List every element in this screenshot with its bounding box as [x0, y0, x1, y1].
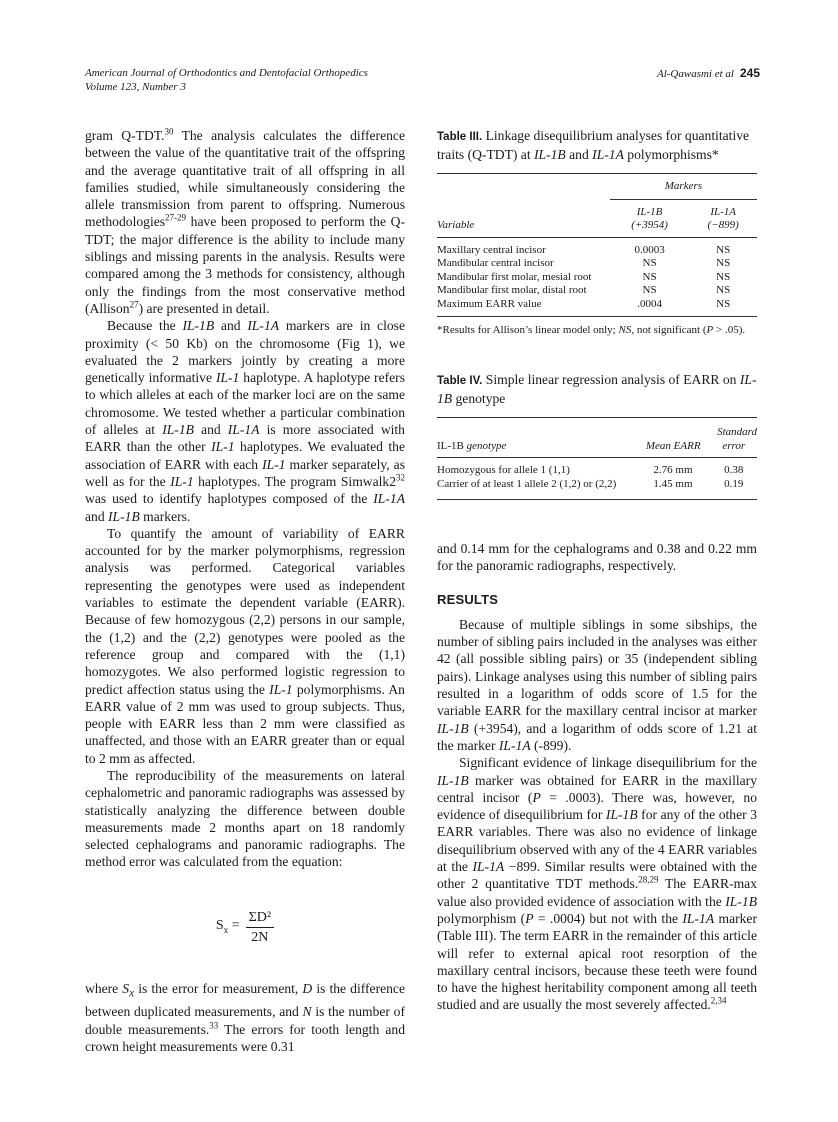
citation-ref[interactable]: 27-29 [165, 212, 187, 223]
paragraph-error-continuation: and 0.14 mm for the cephalograms and 0.38 and 0.22 mm for the panoramic radiographs, respectively. [437, 541, 757, 574]
equation-lhs: $S_x$ = [215, 917, 240, 935]
table-row: Maximum EARR value .0004 NS [437, 297, 731, 310]
citation-ref[interactable]: 28,29 [638, 874, 659, 885]
equation-fraction [246, 909, 274, 947]
table-row: Mandibular central incisor NS NS [437, 257, 731, 269]
section-heading-results: RESULTS [437, 591, 499, 607]
table-iii [437, 127, 757, 337]
table-row: Maxillary central incisor 0.0003 NS [437, 243, 731, 256]
column-header-mean-earr: Mean EARR [645, 439, 701, 452]
table-iv [437, 371, 757, 500]
column-header-standard-error: Standard error [717, 426, 757, 452]
method-error-equation [85, 909, 405, 947]
journal-citation [85, 66, 368, 94]
table-iii-grid [437, 173, 757, 317]
table-iii-caption: Table III. Linkage disequilibrium analyses for quantitative traits (Q-TDT) at IL-1B and IL-1A polymorphisms* [437, 128, 750, 162]
column-header-il1b: IL-1B (+3954) [631, 205, 668, 231]
citation-ref[interactable]: 27 [129, 299, 139, 310]
table-row: Carrier of at least 1 allele 2 (1,2) or (2,2) 1.45 mm 0.19 [437, 477, 744, 490]
paragraph-linkage-evidence: Significant evidence of linkage disequilibrium for the IL-1B marker was obtained for EARR in the maxillary central incisor (P = .0003). There was, however, no evidence of disequilibrium for IL-1B for any of the other 3 EARR variables. There was also no evidence of linkage disequilibrium observed with any of the 4 EARR variables at the IL-1A −899. Similar results were obtained with the other 2 quantitative TDT methods.$^{28,29}$ The EARR-max value also provided evidence of association with the IL-1B polymorphism (P = .0004) but not with the IL-1A marker (Table III). The term EARR in the remainder of this article will refer to external apical root resorption of the maxillary central incisors, because these teeth were found to have the highest heritability component among all teeth studied and are usually the most severely affected.$^{2,34}$ [437, 755, 758, 1013]
journal-volume: Volume 123, Number 3 [85, 81, 186, 93]
column-header-il1a: IL-1A (−899) [707, 205, 739, 231]
paragraph-qtdt: gram Q-TDT.$^{30}$ The analysis calculates the difference between the value of the quantitative trait of the offspring and the average quantitative trait of all offspring in all families studied, while simultaneously considering the allele transmission from parent to offspring. Numerous methodologies$^{27-29}$ have been proposed to perform the Q-TDT; the major difference is the ability to include many siblings and missing parents in the analysis. Results were compared among the 3 methods for consistency, although only the findings from the most conservative method (Allison$^{27}$) are presented in detail. [85, 126, 405, 316]
equation-denominator: 2N [251, 930, 269, 946]
paragraph-haplotype: Because the IL-1B and IL-1A markers are in close proximity (< 50 Kb) on the chromosome (Fig 1), we evaluated the 2 markers jointly by creating a more genetically informative IL-1 haplotype. A haplotype refers to which alleles at each of the marker loci are on the same chromosome. We tested whether a particular combination of alleles at IL-1B and IL-1A is more associated with EARR than the other IL-1 haplotypes. We evaluated the association of EARR with each IL-1 marker separately, as well as for the IL-1 haplotypes. The program $Simwalk2^{32}$ was used to identify haplotypes composed of the IL-1A and IL-1B markers. [85, 318, 406, 524]
paragraph-equation-definitions: where $S_x$ is the error for measurement, D is the difference between duplicated measurements, and N is the number of double measurements.$^{33}$ The errors for tooth length and crown height measurements were 0.31 [85, 981, 405, 1054]
citation-ref[interactable]: 32 [396, 472, 405, 483]
author-page [657, 66, 760, 81]
left-column [85, 127, 405, 1055]
markers-group-header: Markers [610, 174, 757, 200]
paragraph-sibling-pairs: Because of multiple siblings in some sibships, the number of sibling pairs included in the analyses was either 42 (all possible sibling pairs) or 35 (independent sibling pairs). Linkage analyses using this number of sibling pairs resulted in a logarithm of odds score of 1.5 for the variable EARR for the maxillary central incisor at marker IL-1B (+3954), and a logarithm of odds score of 1.21 at the marker IL-1A (-899). [437, 616, 757, 753]
citation-ref[interactable]: 2,34 [710, 995, 727, 1006]
citation-ref[interactable]: 33 [209, 1020, 219, 1031]
citation-ref[interactable]: 30 [164, 126, 174, 137]
table-row: Homozygous for allele 1 (1,1) 2.76 mm 0.38 [437, 464, 744, 476]
running-authors: Al-Qawasmi et al [656, 68, 734, 80]
equation-numerator: ΣD² [246, 909, 274, 928]
column-header-genotype: IL-1B genotype [437, 439, 507, 452]
table-iv-caption: Table IV. Simple linear regression analysis of EARR on IL-1B genotype [437, 372, 757, 406]
paragraph-regression: To quantify the amount of variability of EARR accounted for by the marker polymorphisms, regression analysis was performed. Categorical variables representing the genotypes were used as independent variables to estimate the dependent variable (EARR). Because of few homozygous (2,2) persons in our sample, the (1,2) and the (2,2) genotypes were pooled as the reference group and compared with the (1,1) homozygotes. We also performed logistic regression to predict affection status using the IL-1 polymorphisms. An EARR value of 2 mm was used to group subjects. Thus, people with EARR less than 2 mm were classified as unaffected, and those with an EARR greater than or equal to 2 mm as affected. [85, 525, 405, 766]
right-column [437, 127, 757, 1014]
table-row: Mandibular first molar, distal root NS NS [437, 284, 731, 296]
table-iv-grid [437, 417, 757, 500]
table-row: Mandibular first molar, mesial root NS NS [437, 270, 731, 283]
column-header-variable: Variable [437, 219, 475, 231]
table-iii-footnote: *Results for Allison’s linear model only; NS, not significant (P > .05). [437, 324, 746, 336]
journal-title: American Journal of Orthodontics and Dentofacial Orthopedics [85, 67, 368, 79]
page-number: 245 [739, 66, 760, 80]
paragraph-reproducibility: The reproducibility of the measurements on lateral cephalometric and panoramic radiographs was assessed by statistically analyzing the difference between double measurements made 2 months apart on 18 randomly selected cephalograms and panoramic radiographs. The method error was calculated from the equation: [85, 767, 405, 870]
